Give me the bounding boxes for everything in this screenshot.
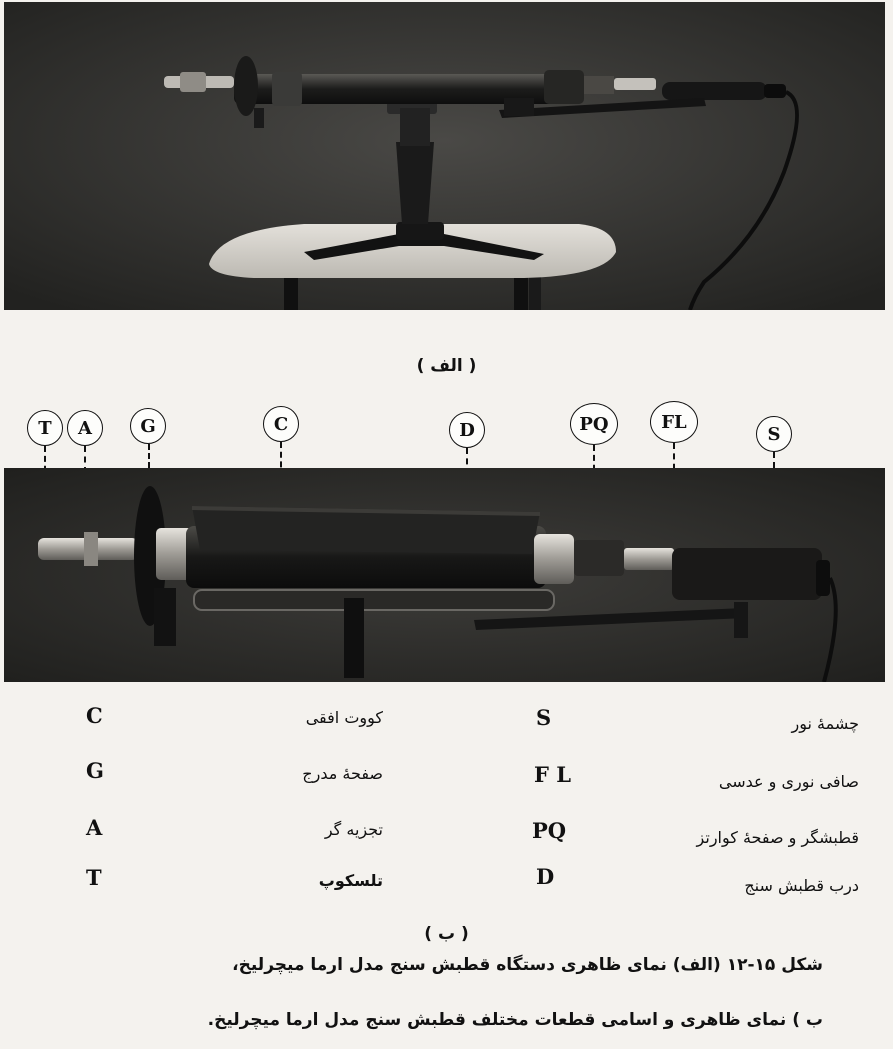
part-b-label: ( ب ) bbox=[424, 924, 469, 944]
legend-text-T: تلسکوپ bbox=[318, 871, 383, 890]
legend-text-D: درب قطبش سنج bbox=[744, 876, 859, 895]
marker-S: S bbox=[756, 416, 792, 452]
legend-letter-PQ: PQ bbox=[532, 818, 567, 843]
legend-text-G: صفحهٔ مدرج bbox=[302, 764, 383, 783]
marker-C: C bbox=[263, 406, 299, 442]
figure-caption-line-2: ب ) نمای ظاهری و اسامی قطعات مختلف قطبش سنج مدل ارما میچرلیخ. bbox=[207, 1010, 823, 1030]
legend-text-FL: صافی نوری و عدسی bbox=[718, 772, 859, 791]
legend-letter-G: G bbox=[86, 758, 104, 783]
figure-caption-line-1: شکل ۱۵-۱۲ (الف) نمای ظاهری دستگاه قطبش سنج مدل ارما میچرلیخ، bbox=[232, 955, 823, 975]
legend-letter-D: D bbox=[536, 864, 555, 889]
part-a-label: ( الف ) bbox=[416, 356, 477, 376]
legend-text-A: تجزیه گر bbox=[324, 820, 383, 839]
marker-G: G bbox=[130, 408, 166, 444]
legend-text-S: چشمهٔ نور bbox=[791, 714, 859, 733]
legend-letter-S: S bbox=[536, 705, 552, 730]
marker-A: A bbox=[67, 410, 103, 446]
polarimeter-side-photo bbox=[4, 2, 885, 310]
marker-T: T bbox=[27, 410, 63, 446]
legend-letter-C: C bbox=[86, 703, 103, 728]
marker-PQ: PQ bbox=[570, 403, 618, 445]
legend-letter-FL: F L bbox=[534, 762, 571, 787]
polarimeter-parts-photo bbox=[4, 468, 885, 682]
marker-FL: FL bbox=[650, 401, 698, 443]
legend-letter-A: A bbox=[86, 815, 103, 840]
legend-letter-T: T bbox=[86, 865, 102, 890]
legend-text-PQ: قطبشگر و صفحهٔ کوارتز bbox=[696, 828, 859, 847]
marker-D: D bbox=[449, 412, 485, 448]
legend-text-C: کووت افقی bbox=[305, 708, 383, 727]
